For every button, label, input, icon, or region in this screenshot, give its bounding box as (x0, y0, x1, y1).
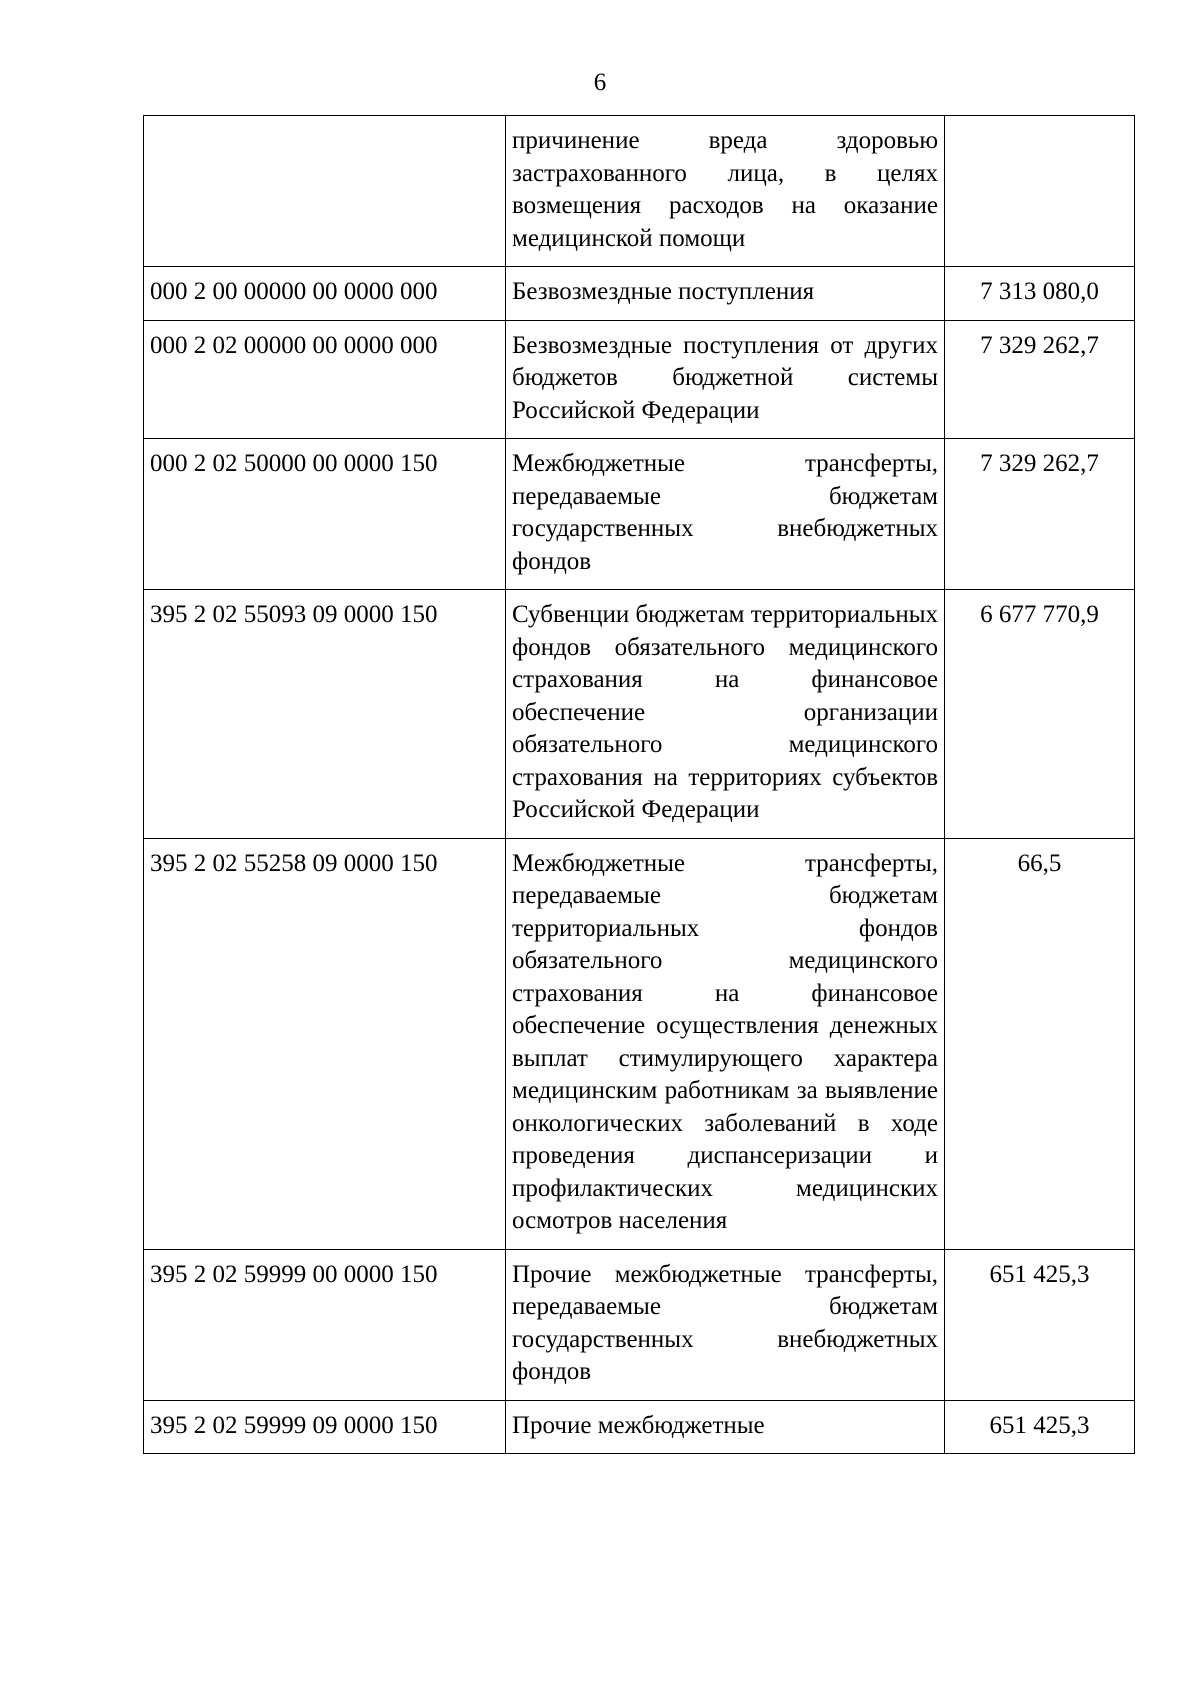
description-cell: Прочие межбюджетные (506, 1400, 945, 1454)
table-row (144, 1400, 1135, 1454)
budget-code-cell (144, 116, 506, 267)
budget-code-cell: 000 2 00 00000 00 0000 000 (144, 267, 506, 321)
amount-cell: 651 425,3 (945, 1400, 1135, 1454)
table-row (144, 116, 1135, 267)
amount-cell: 7 313 080,0 (945, 267, 1135, 321)
budget-revenue-table (143, 115, 1135, 1454)
table-row (144, 320, 1135, 439)
budget-code-cell: 395 2 02 55258 09 0000 150 (144, 838, 506, 1249)
page-number: 6 (593, 69, 607, 96)
description-cell: Безвозмездные поступления (506, 267, 945, 321)
description-cell: Субвенции бюджетам территориальных фондов обязательного медицинского страхования на финансовое обеспечение организации обязательного медицинского страхования на территориях субъектов Российской Федерации (506, 590, 945, 839)
table-row (144, 439, 1135, 590)
description-cell: Межбюджетные трансферты, передаваемые бюджетам государственных внебюджетных фондов (506, 439, 945, 590)
budget-code-cell: 000 2 02 00000 00 0000 000 (144, 320, 506, 439)
table-row (144, 267, 1135, 321)
table-row (144, 838, 1135, 1249)
amount-cell (945, 116, 1135, 267)
table-row (144, 590, 1135, 839)
description-cell: Межбюджетные трансферты, передаваемые бюджетам территориальных фондов обязательного медицинского страхования на финансовое обеспечение осуществления денежных выплат стимулирующего характера медицинским работникам за выявление онкологических заболеваний в ходе проведения диспансеризации и профилактических медицинских осмотров населения (506, 838, 945, 1249)
amount-cell: 6 677 770,9 (945, 590, 1135, 839)
description-cell: причинение вреда здоровью застрахованного лица, в целях возмещения расходов на оказание медицинской помощи (506, 116, 945, 267)
amount-cell: 66,5 (945, 838, 1135, 1249)
budget-code-cell: 395 2 02 59999 00 0000 150 (144, 1249, 506, 1400)
table-row (144, 1249, 1135, 1400)
budget-code-cell: 000 2 02 50000 00 0000 150 (144, 439, 506, 590)
amount-cell: 7 329 262,7 (945, 439, 1135, 590)
amount-cell: 651 425,3 (945, 1249, 1135, 1400)
budget-code-cell: 395 2 02 55093 09 0000 150 (144, 590, 506, 839)
amount-cell: 7 329 262,7 (945, 320, 1135, 439)
budget-code-cell: 395 2 02 59999 09 0000 150 (144, 1400, 506, 1454)
description-cell: Безвозмездные поступления от других бюджетов бюджетной системы Российской Федерации (506, 320, 945, 439)
description-cell: Прочие межбюджетные трансферты, передаваемые бюджетам государственных внебюджетных фондов (506, 1249, 945, 1400)
